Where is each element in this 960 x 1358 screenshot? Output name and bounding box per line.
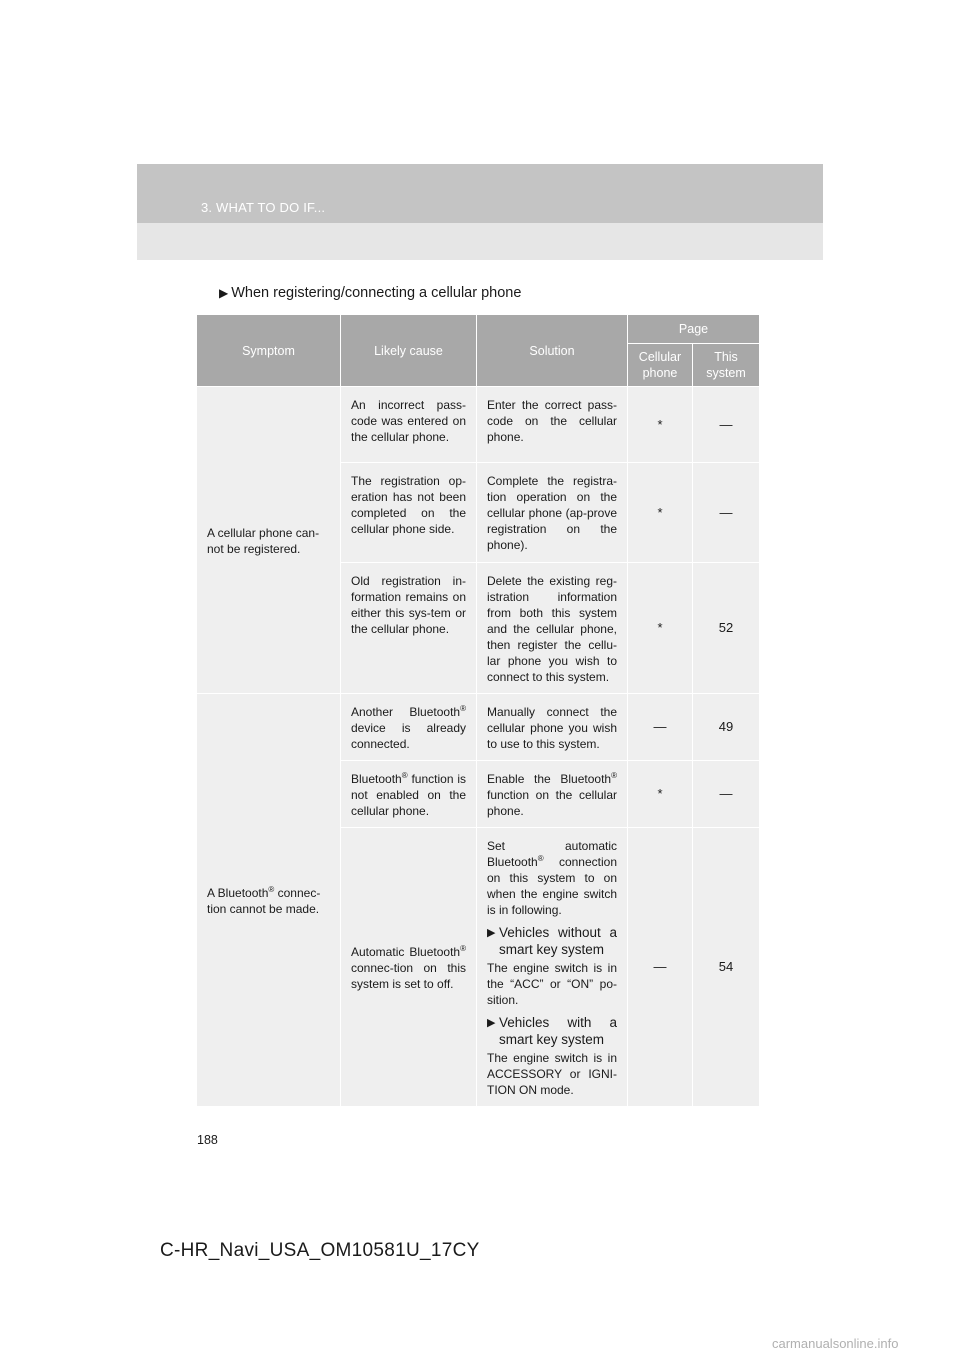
subheading-without-smart-key: ▶ Vehicles without a smart key system bbox=[487, 925, 617, 957]
cause-cell: Automatic Bluetooth® connec-tion on this system is set to off. bbox=[341, 828, 477, 1107]
this-system-page-cell: 52 bbox=[693, 563, 760, 694]
this-system-page-cell: 49 bbox=[693, 694, 760, 761]
cellular-phone-page-cell: * bbox=[628, 761, 693, 828]
chapter-title: 3. WHAT TO DO IF... bbox=[201, 200, 326, 215]
page-number: 188 bbox=[197, 1133, 218, 1147]
header-page: Page bbox=[628, 315, 760, 344]
this-system-page-cell: — bbox=[693, 387, 760, 463]
document-code: C-HR_Navi_USA_OM10581U_17CY bbox=[160, 1240, 480, 1261]
cause-cell: An incorrect pass-code was entered on the cellular phone. bbox=[341, 387, 477, 463]
header-solution: Solution bbox=[477, 315, 628, 387]
header-top-bar bbox=[137, 164, 823, 223]
cause-cell: Another Bluetooth® device is already connected. bbox=[341, 694, 477, 761]
right-triangle-icon: ▶ bbox=[219, 286, 229, 300]
cellular-phone-page-cell: — bbox=[628, 828, 693, 1107]
solution-cell: Complete the registra-tion operation on the cellular phone (ap-prove registration on the phone). bbox=[477, 463, 628, 563]
section-heading bbox=[219, 285, 521, 301]
solution-cell: Manually connect the cellular phone you wish to use to this system. bbox=[477, 694, 628, 761]
table-row bbox=[197, 694, 760, 761]
cause-cell: Old registration in-formation remains on either this sys-tem or the cellular phone. bbox=[341, 563, 477, 694]
subheading-with-smart-key: ▶ Vehicles with a smart key system bbox=[487, 1015, 617, 1047]
subtext-without-smart-key: The engine switch is in the “ACC” or “ON” po-sition. bbox=[487, 961, 617, 1007]
this-system-page-cell: — bbox=[693, 761, 760, 828]
header-band bbox=[137, 164, 823, 260]
troubleshooting-table bbox=[196, 314, 760, 1107]
solution-cell: Enable the Bluetooth® function on the cellular phone. bbox=[477, 761, 628, 828]
header-this-system: This system bbox=[693, 344, 760, 387]
table-row bbox=[197, 387, 760, 463]
cellular-phone-page-cell: * bbox=[628, 387, 693, 463]
this-system-page-cell: — bbox=[693, 463, 760, 563]
header-symptom: Symptom bbox=[197, 315, 341, 387]
symptom-cell: A cellular phone can-not be registered. bbox=[197, 387, 341, 694]
solution-cell: Enter the correct pass-code on the cellular phone. bbox=[477, 387, 628, 463]
cellular-phone-page-cell: * bbox=[628, 463, 693, 563]
section-heading-text: When registering/connecting a cellular phone bbox=[231, 285, 522, 301]
header-likely-cause: Likely cause bbox=[341, 315, 477, 387]
cellular-phone-page-cell: * bbox=[628, 563, 693, 694]
watermark: carmanualsonline.info bbox=[772, 1336, 899, 1351]
subtext-with-smart-key: The engine switch is in ACCESSORY or IGNI-TION ON mode. bbox=[487, 1051, 617, 1097]
symptom-cell: A Bluetooth® connec-tion cannot be made. bbox=[197, 694, 341, 1107]
cellular-phone-page-cell: — bbox=[628, 694, 693, 761]
cause-cell: The registration op-eration has not been completed on the cellular phone side. bbox=[341, 463, 477, 563]
solution-intro: Set automatic Bluetooth® connection on this system to on when the engine switch is in following. bbox=[487, 839, 617, 917]
solution-cell: Delete the existing reg-istration information from both this system and the cellular phone, then register the cellu-lar phone you wish to connect to this system. bbox=[477, 563, 628, 694]
header-cellular-phone: Cellular phone bbox=[628, 344, 693, 387]
cause-cell: Bluetooth® function is not enabled on the cellular phone. bbox=[341, 761, 477, 828]
this-system-page-cell: 54 bbox=[693, 828, 760, 1107]
right-triangle-icon: ▶ bbox=[487, 927, 496, 939]
solution-cell bbox=[477, 828, 628, 1107]
right-triangle-icon: ▶ bbox=[487, 1017, 496, 1029]
